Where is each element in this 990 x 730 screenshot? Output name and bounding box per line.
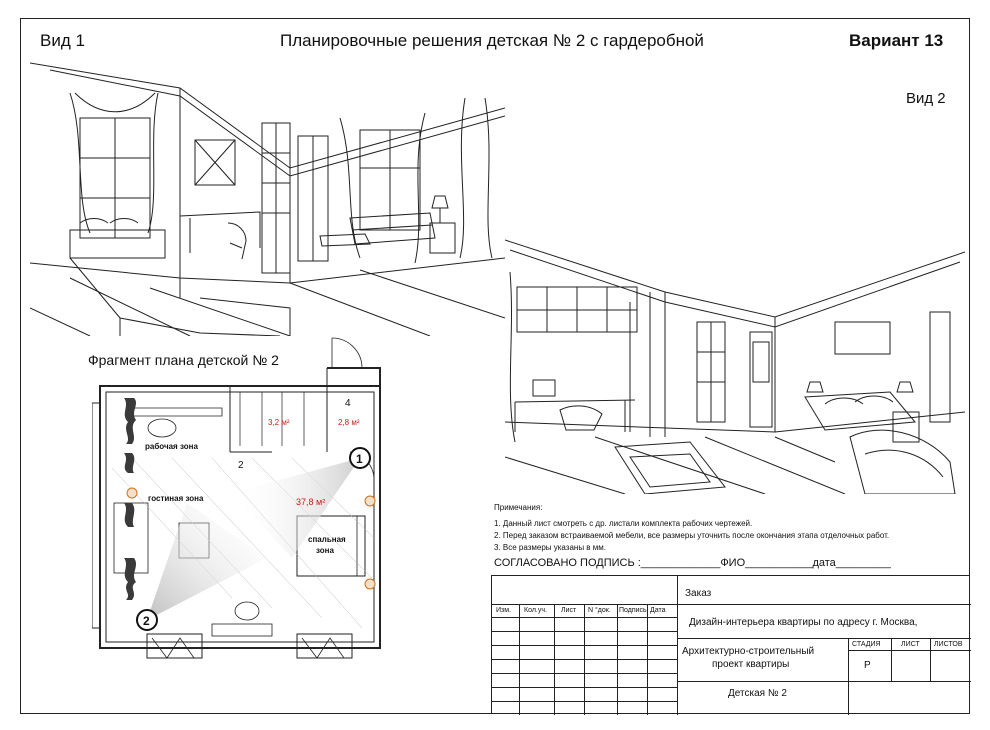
- stamp-col-sheet: Лист: [561, 607, 577, 614]
- stamp-section-line-2: проект квартиры: [712, 659, 790, 670]
- sheet-title: Планировочные решения детская № 2 с гардеробной: [280, 31, 704, 50]
- view-1-sketch: [30, 58, 505, 336]
- sleeping-zone-label-2: зона: [316, 546, 334, 555]
- closet-area: 2,8 м²: [338, 418, 360, 427]
- stamp-col-change: Изм.: [496, 607, 511, 614]
- camera-marker-2: 2: [143, 614, 150, 628]
- stamp-col-count: Кол.уч.: [524, 607, 547, 614]
- stamp-stage-value: Р: [864, 660, 871, 671]
- stamp-stage-label: СТАДИЯ: [852, 641, 881, 648]
- stamp-project-name: Дизайн-интерьера квартиры по адресу г. Москва,: [689, 617, 918, 628]
- view-2-label: Вид 2: [906, 90, 946, 107]
- sleeping-zone-label-1: спальная: [308, 535, 346, 544]
- note-item: 1. Данный лист смотреть с др. листали комплекта рабочих чертежей.: [494, 519, 753, 528]
- notes-block: [494, 502, 889, 554]
- title-block: [491, 575, 970, 714]
- variant-label: Вариант 13: [849, 31, 944, 50]
- living-zone-label: гостиная зона: [148, 494, 204, 503]
- note-item: 2. Перед заказом встраиваемой мебели, все размеры уточнить после окончания этапа отделочных работ.: [494, 531, 890, 540]
- stamp-sheet-label: ЛИСТ: [901, 641, 920, 648]
- stamp-col-doc: N °док.: [588, 607, 611, 614]
- floor-plan: [92, 328, 404, 668]
- approval-line: СОГЛАСОВАНО ПОДПИСЬ :_____________ФИО___________дата_________: [494, 557, 891, 569]
- wardrobe-area: 3,2 м²: [268, 418, 290, 427]
- stamp-col-signature: Подпись: [619, 607, 647, 614]
- notes-heading: Примечания:: [494, 503, 543, 512]
- main-room-area: 37,8 м²: [296, 497, 326, 507]
- stamp-order-label: Заказ: [685, 588, 712, 599]
- work-zone-label: рабочая зона: [145, 442, 198, 451]
- view-1-label: Вид 1: [40, 31, 85, 50]
- camera-marker-1: 1: [356, 452, 363, 466]
- note-item: 3. Все размеры указаны в мм.: [494, 543, 606, 552]
- plan-title: Фрагмент плана детской № 2: [88, 352, 279, 368]
- main-room-number: 2: [238, 460, 244, 471]
- closet-number: 4: [345, 398, 351, 409]
- stamp-section-line-1: Архитектурно-строительный: [682, 646, 815, 657]
- stamp-sheets-label: ЛИСТОВ: [934, 641, 963, 648]
- stamp-col-date: Дата: [650, 607, 666, 614]
- stamp-sheet-name: Детская № 2: [728, 688, 787, 699]
- view-2-sketch: [505, 232, 965, 494]
